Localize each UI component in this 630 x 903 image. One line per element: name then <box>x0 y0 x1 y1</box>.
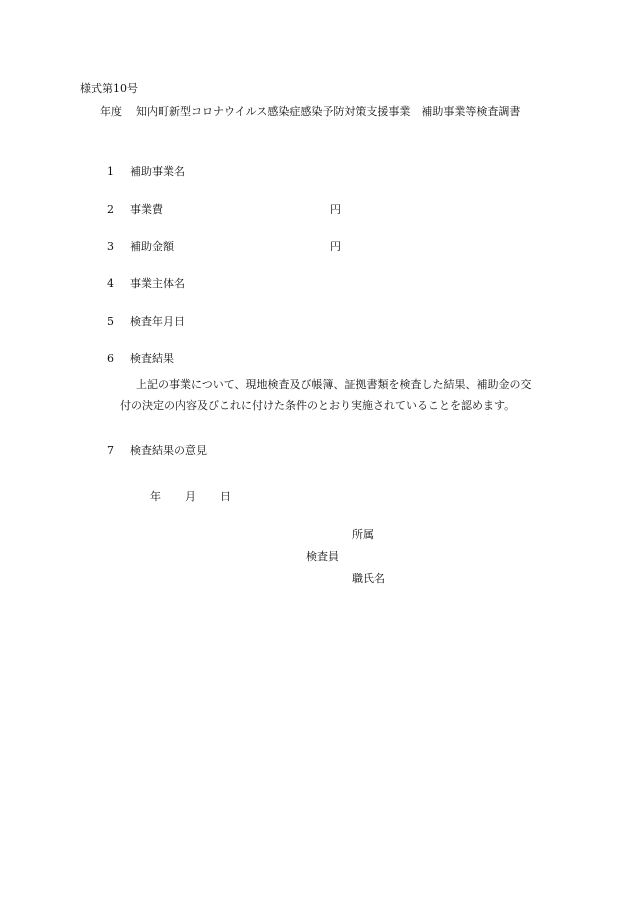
signature-position-name: 職氏名 <box>352 572 385 585</box>
item-label: 検査結果 <box>130 352 174 365</box>
date-day: 日 <box>220 490 231 503</box>
item-label: 検査年月日 <box>130 315 185 328</box>
item-label: 事業費 <box>130 203 163 216</box>
item-label: 補助事業名 <box>130 165 185 178</box>
item-number: 7 <box>107 444 114 457</box>
result-text-line-1: 上記の事業について、現地検査及び帳簿、証拠書類を検査した結果、補助金の交 <box>136 378 532 391</box>
signature-inspector: 検査員 <box>306 550 339 563</box>
item-label: 補助金額 <box>130 240 174 253</box>
date-year: 年 <box>150 490 161 503</box>
item-number: 5 <box>107 315 114 328</box>
title-text: 知内町新型コロナウイルス感染症感染予防対策支援事業 補助事業等検査調書 <box>136 105 521 118</box>
form-number: 様式第10号 <box>80 82 138 95</box>
date-month: 月 <box>185 490 196 503</box>
item-number: 4 <box>107 277 114 290</box>
item-number: 2 <box>107 203 114 216</box>
item-number: 1 <box>107 165 114 178</box>
item-label: 事業主体名 <box>130 277 185 290</box>
result-text-line-2: 付の決定の内容及びこれに付けた条件のとおり実施されていることを認めます。 <box>120 399 516 412</box>
item-label: 検査結果の意見 <box>130 444 207 457</box>
document-title <box>100 105 520 119</box>
item-unit: 円 <box>330 240 341 253</box>
title-year-label: 年度 <box>100 105 122 118</box>
item-unit: 円 <box>330 203 341 216</box>
item-number: 6 <box>107 352 114 365</box>
signature-affiliation: 所属 <box>352 528 374 541</box>
item-number: 3 <box>107 240 114 253</box>
